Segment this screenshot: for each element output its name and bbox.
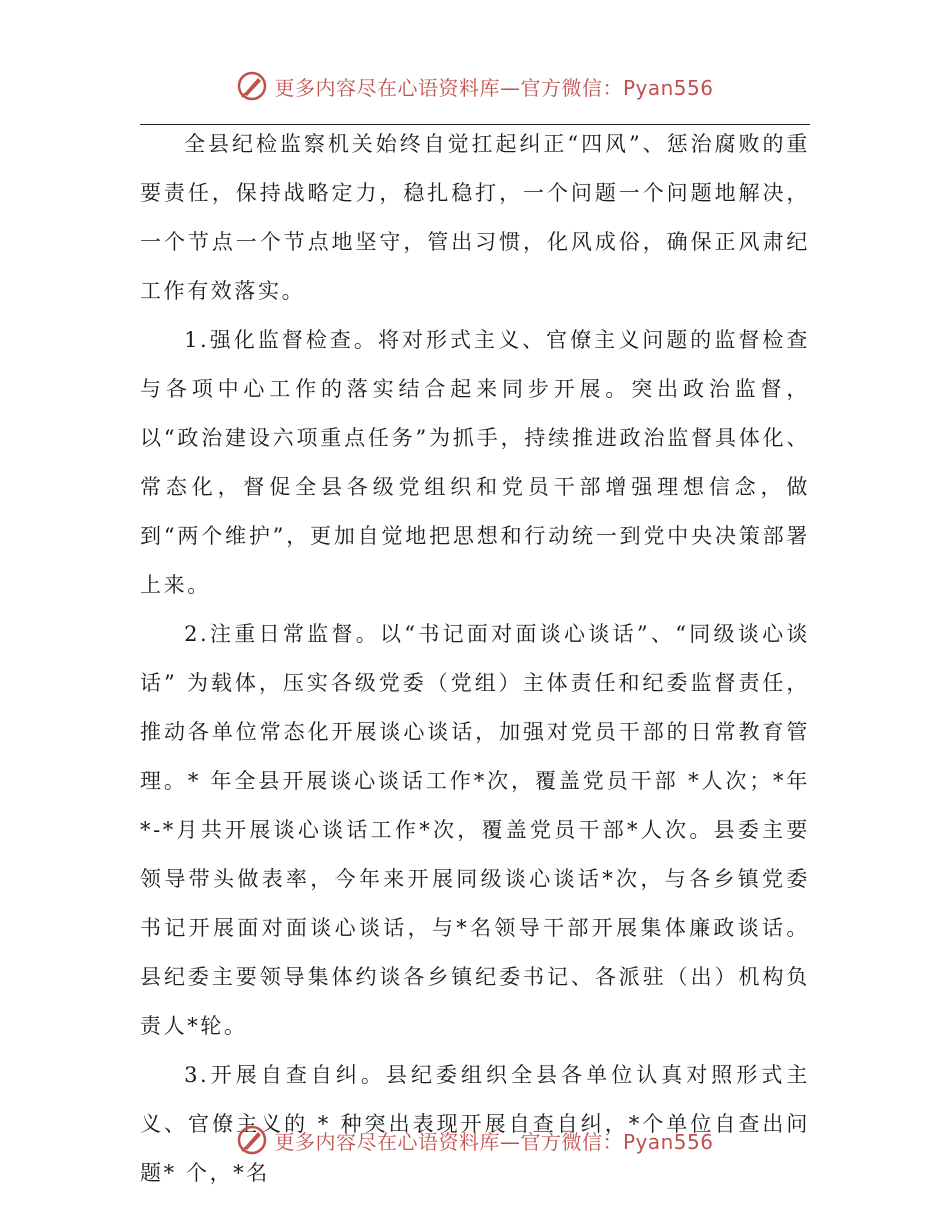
paragraph-item-1: 1.强化监督检查。将对形式主义、官僚主义问题的监督检查与各项中心工作的落实结合起来同步开展。突出政治监督，以“政治建设六项重点任务”为抓手，持续推进政治监督具体化、常态化，督促全县各级党组织和党员干部增强理想信念，做到“两个维护”，更加自觉地把思想和行动统一到党中央决策部署上来。 <box>140 328 810 597</box>
paragraph-item-2: 2.注重日常监督。以“书记面对面谈心谈话”、“同级谈心谈话” 为载体，压实各级党委（党组）主体责任和纪委监督责任，推动各单位常态化开展谈心谈话，加强对党员干部的日常教育管理。* 年全县开展谈心谈话工作*次，覆盖党员干部 *人次；*年*-*月共开展谈心谈话工作*次，覆盖党员干部*人次。县委主要领导带头做表率，今年来开展同级谈心谈话*次，与各乡镇党委书记开展面对面谈心谈话，与*名领导干部开展集体廉政谈话。县纪委主要领导集体约谈各乡镇纪委书记、各派驻（出）机构负责人*轮。 <box>140 622 810 1038</box>
paragraph-intro: 全县纪检监察机关始终自觉扛起纠正“四风”、惩治腐败的重要责任，保持战略定力，稳扎稳打，一个问题一个问题地解决，一个节点一个节点地坚守，管出习惯，化风成俗，确保正风肃纪工作有效落实。 <box>140 132 810 303</box>
header-banner-text: 更多内容尽在心语资料库—官方微信：Pyan556 <box>274 75 714 100</box>
header-banner <box>0 70 950 102</box>
footer-banner <box>0 1124 950 1156</box>
quill-logo-icon <box>236 1124 268 1156</box>
footer-banner-text: 更多内容尽在心语资料库—官方微信：Pyan556 <box>274 1129 714 1154</box>
paragraph-item-3: 3.开展自查自纠。县纪委组织全县各单位认真对照形式主义、官僚主义的 * 种突出表现开展自查自纠，*个单位自查出问题* 个，*名 <box>140 1063 810 1185</box>
quill-logo-icon <box>236 70 268 102</box>
document-body <box>140 120 810 1198</box>
